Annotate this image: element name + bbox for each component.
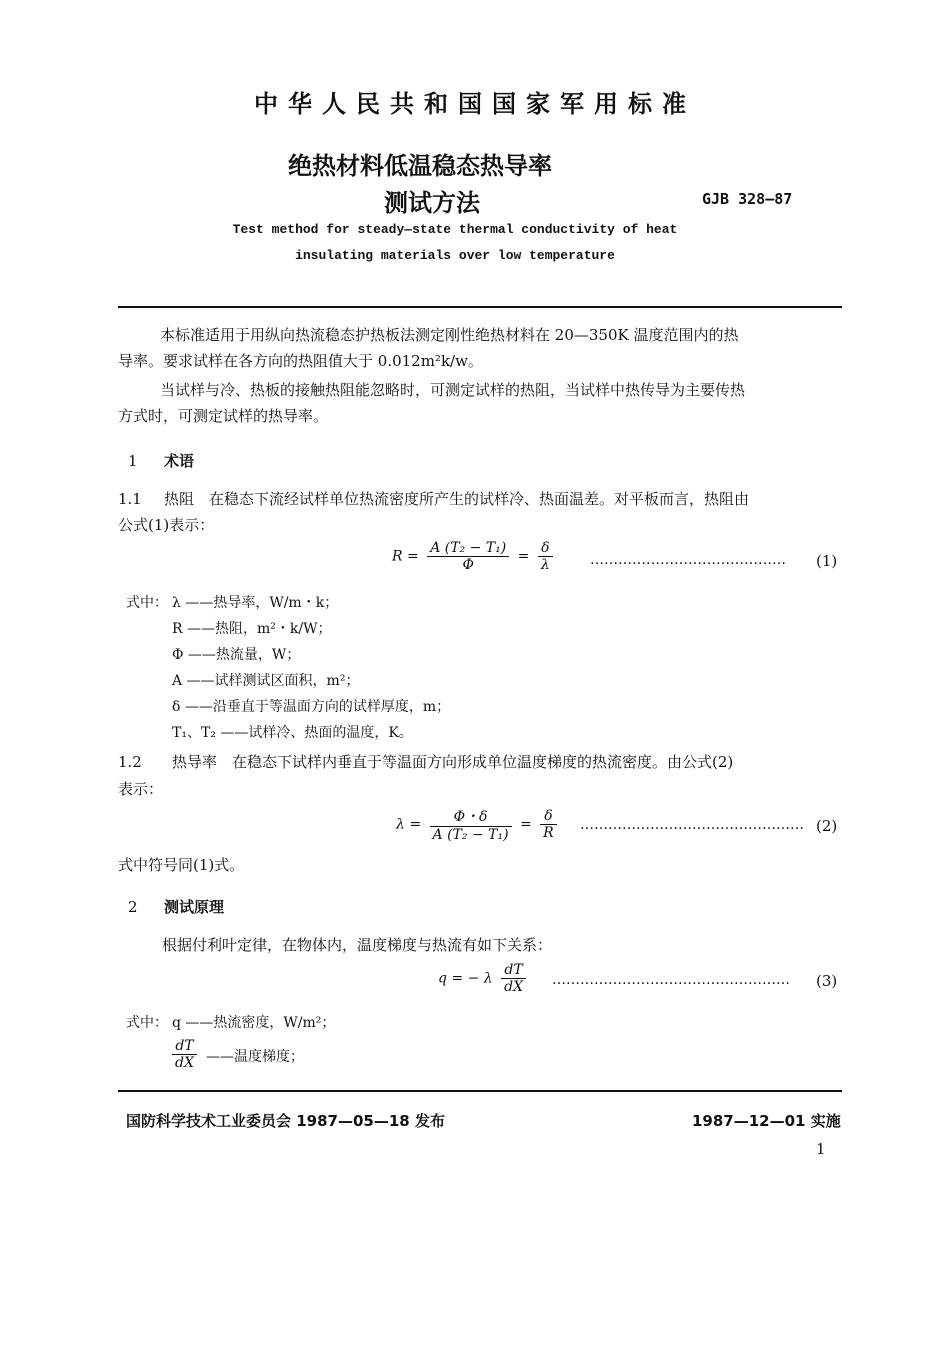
header-divider xyxy=(118,306,842,308)
clause-1-1-number: 1.1 xyxy=(118,490,142,508)
defs3-prefix: 式中： xyxy=(126,1015,168,1031)
eq2-numerator2: δ xyxy=(540,808,557,825)
clause-1-1-text: 热阻 在稳态下流经试样单位热流密度所产生的试样冷、热面温差。对平板而言，热阻由 xyxy=(164,490,750,508)
eq3-denominator: dX xyxy=(504,979,524,995)
eq3-leader-dots: …………………………………………… xyxy=(552,972,790,988)
def-lambda: λ ——热导率，W/m・k； xyxy=(172,595,339,611)
eq1-denominator2: λ xyxy=(540,557,550,573)
issued-date: 国防科学技术工业委员会 1987—05—18 发布 xyxy=(126,1112,445,1130)
eq3-numerator: dT xyxy=(501,962,526,979)
clause-1-2-line1 xyxy=(118,749,733,775)
section-1-title: 术语 xyxy=(164,452,195,470)
def-dt: dT xyxy=(172,1038,197,1055)
def-r: R ——热阻，m²・k/W； xyxy=(172,621,332,637)
eq1-numerator: A (T₂ − T₁) xyxy=(427,540,509,557)
eq2-label: (2) xyxy=(816,817,838,835)
standard-header: 中华人民共和国国家军用标准 xyxy=(254,90,696,118)
english-title-line2: insulating materials over low temperature xyxy=(295,248,615,263)
equation-2 xyxy=(396,806,561,843)
eq1-equals: = xyxy=(517,548,530,565)
clause-1-1-line1 xyxy=(118,486,749,512)
eq1-fraction xyxy=(427,540,509,573)
eq3-lhs: q = − λ xyxy=(438,970,493,987)
clause-1-2-number: 1.2 xyxy=(118,753,142,771)
eq1-lhs: R = xyxy=(392,548,419,565)
def-temp-gradient-symbol xyxy=(168,1038,201,1071)
eq2-denominator: A (T₂ − T₁) xyxy=(432,827,509,843)
footer-divider xyxy=(118,1090,842,1092)
equation-3 xyxy=(438,962,530,995)
def-t1-t2: T₁、T₂ ——试样冷、热面的温度，K。 xyxy=(172,725,413,741)
eq1-denominator: Φ xyxy=(462,557,474,573)
equation-1 xyxy=(392,540,557,573)
def-dt-dx-fraction xyxy=(172,1038,197,1071)
eq2-fraction xyxy=(430,806,512,843)
document-title-line2: 测试方法 xyxy=(384,189,480,217)
intro-p1-line2: 导率。要求试样在各方向的热阻值大于 0.012m²k/w。 xyxy=(118,352,483,370)
eq1-leader-dots: …………………………………… xyxy=(590,552,786,568)
section-2-heading xyxy=(128,896,224,917)
eq1-label: (1) xyxy=(816,552,838,570)
def-q: q ——热流密度，W/m²； xyxy=(172,1015,336,1031)
eq3-label: (3) xyxy=(816,972,838,990)
clause-1-2-text: 热导率 在稳态下试样内垂直于等温面方向形成单位温度梯度的热流密度。由公式(2) xyxy=(172,753,734,771)
def-dx: dX xyxy=(175,1055,194,1071)
section-2-title: 测试原理 xyxy=(164,898,225,916)
eq2-note: 式中符号同(1)式。 xyxy=(118,856,245,874)
clause-1-2-line2: 表示： xyxy=(118,780,164,798)
eq2-numerator: Φ・δ xyxy=(430,806,512,827)
page-number: 1 xyxy=(816,1140,826,1158)
section-1-number: 1 xyxy=(128,452,138,470)
intro-p2-line1: 当试样与冷、热板的接触热阻能忽略时，可测定试样的热阻，当试样中热传导为主要传热 xyxy=(160,381,746,399)
def-temp-gradient: ——温度梯度； xyxy=(206,1049,304,1065)
eq2-equals: = xyxy=(519,816,532,833)
def-a: A ——试样测试区面积，m²； xyxy=(172,673,360,689)
def-delta: δ ——沿垂直于等温面方向的试样厚度，m； xyxy=(172,699,451,715)
eq1-fraction2 xyxy=(538,540,553,573)
intro-p2-line2: 方式时，可测定试样的热导率。 xyxy=(118,407,329,425)
document-title-line1: 绝热材料低温稳态热导率 xyxy=(288,152,552,180)
eq2-denominator2: R xyxy=(543,825,554,841)
english-title-line1: Test method for steady—state thermal conductivity of heat xyxy=(232,222,678,237)
defs1-prefix: 式中： xyxy=(126,595,168,611)
section-1-heading xyxy=(128,450,194,471)
eq2-leader-dots: ………………………………………… xyxy=(580,817,804,833)
section-2-text: 根据付利叶定律，在物体内，温度梯度与热流有如下关系： xyxy=(162,936,553,954)
eq3-fraction xyxy=(501,962,526,995)
intro-p1-line1: 本标准适用于用纵向热流稳态护热板法测定刚性绝热材料在 20—350K 温度范围内的热 xyxy=(160,326,739,344)
standard-number: GJB 328—87 xyxy=(702,190,793,208)
effective-date: 1987—12—01 实施 xyxy=(692,1112,841,1130)
section-2-number: 2 xyxy=(128,898,138,916)
eq2-fraction2 xyxy=(540,808,557,841)
def-phi: Φ ——热流量，W； xyxy=(172,647,301,663)
eq2-lhs: λ = xyxy=(396,816,422,833)
eq1-numerator2: δ xyxy=(538,540,553,557)
clause-1-1-line2: 公式(1)表示： xyxy=(118,516,215,534)
